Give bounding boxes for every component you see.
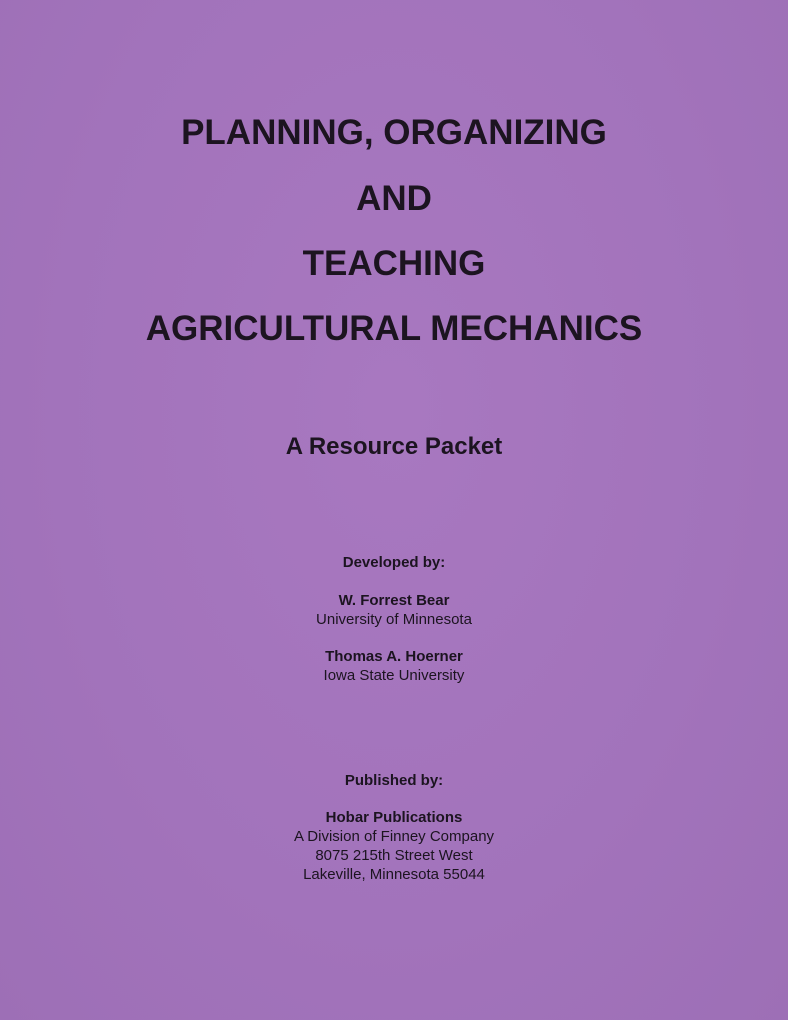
publisher-city: Lakeville, Minnesota 55044 xyxy=(303,866,485,883)
developed-by-label: Developed by: xyxy=(342,554,446,571)
subtitle: A Resource Packet xyxy=(285,433,503,460)
title-line-4: AGRICULTURAL MECHANICS xyxy=(145,309,643,348)
title-line-3: TEACHING xyxy=(302,244,486,283)
author-1-name: W. Forrest Bear xyxy=(338,592,450,609)
publisher-name: Hobar Publications xyxy=(325,809,463,826)
publisher-street: 8075 215th Street West xyxy=(315,847,473,864)
title-line-1: PLANNING, ORGANIZING xyxy=(181,113,607,152)
author-1-affiliation: University of Minnesota xyxy=(316,611,472,628)
published-by-label: Published by: xyxy=(344,772,444,789)
publisher-division: A Division of Finney Company xyxy=(293,828,495,845)
author-2-name: Thomas A. Hoerner xyxy=(325,648,463,665)
author-2-affiliation: Iowa State University xyxy=(323,667,465,684)
title-line-2: AND xyxy=(356,179,432,218)
